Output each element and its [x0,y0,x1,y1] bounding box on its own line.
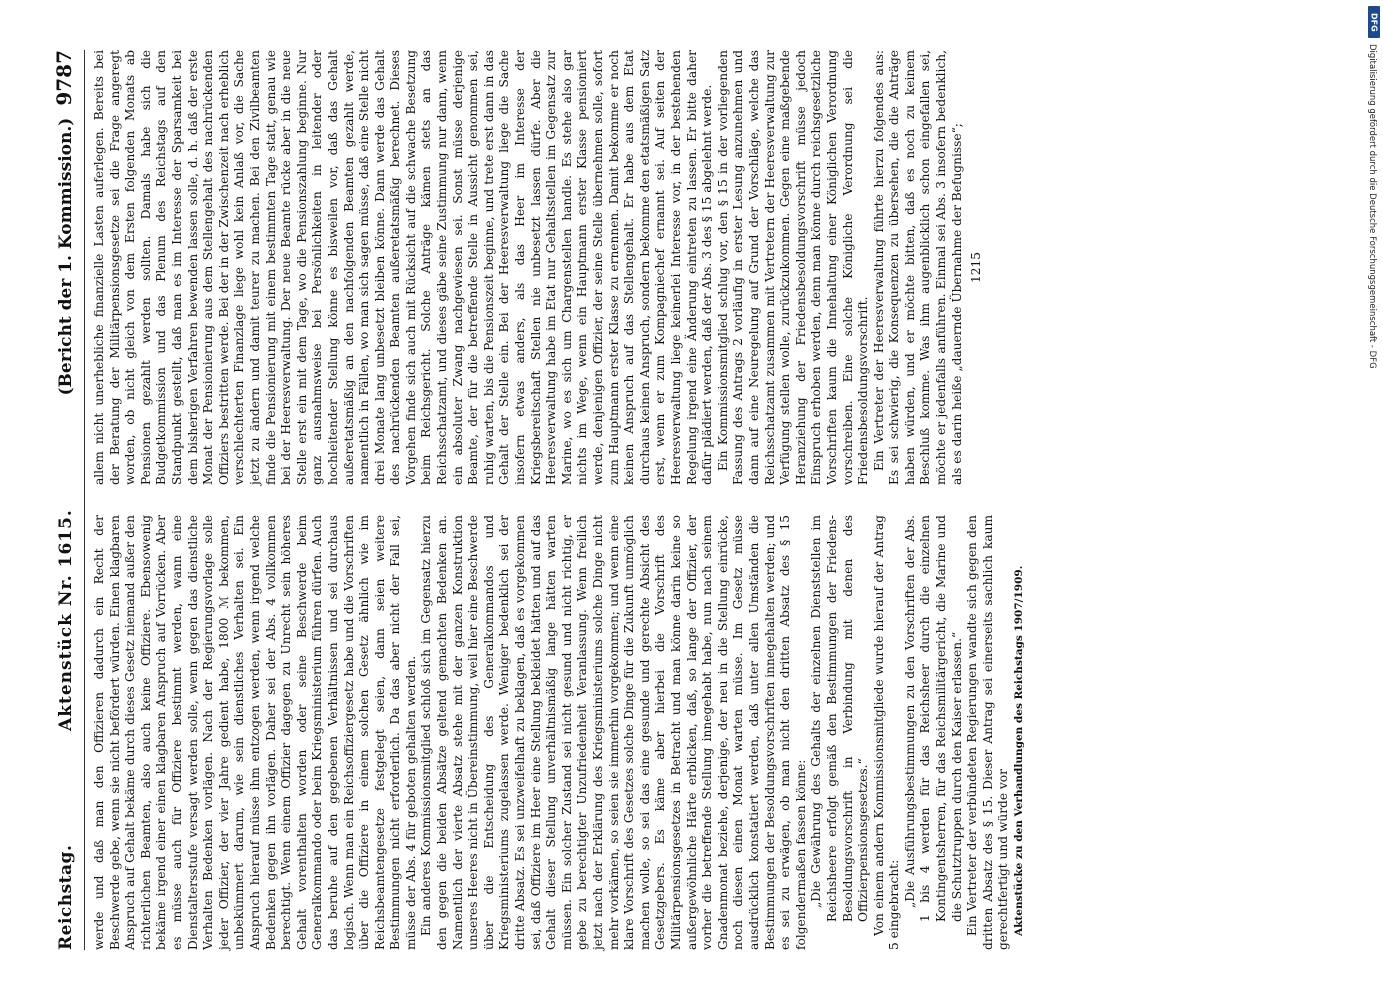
quoted-paragraph: „Die Gewährung des Gehalts der einzelnen Dienststellen im Reichsheere erfolgt gemäß den Bestimmungen der Friedens-Besoldungsvorschrift in Verbindung mit denen des Offizierpensionsgesetzes.“ [809,515,871,922]
dfg-logo-icon: DFG [1368,6,1380,38]
paragraph: Ein anderes Kommissionsmitglied schloß sich im Gegensatz hierzu den gegen die beiden Absätze geltend gemachten Bedenken an. Namentlich der vierte Absatz stehe mit der ganzen Konstruktion unseres Heeres nicht in Übereinstimmung, weil hier eine Beschwerde über die Entscheidung des Generalkommandos und Kriegsministeriums zugelassen werde. Weniger bedenklich sei der dritte Absatz. Es sei unzweifelhaft zu beklagen, daß es vorgekommen sei, daß Offiziere im Heer eine Stellung bekleidet hätten und auf das Gehalt dieser Stellung unverhältnismäßig lange hätten warten müssen. Ein solcher Zustand sei nicht gesund und nicht richtig, er gebe zu berechtigter Unzufriedenheit Veranlassung. Wenn freilich jetzt nach der Erklärung des Kriegsministeriums solche Dinge nicht mehr vorkämen, so seien sie immerhin vorgekommen; und wenn eine klare Vorschrift des Gesetzes solche Dinge für die Zukunft unmöglich machen wolle, so sei das eine gesunde und gerechte Absicht des Gesetzgebers. Es käme aber hierbei die Vorschrift des Militärpensionsgesetzes in Betracht und man könne darin keine so außergewöhnliche Härte erblicken, daß, so lange der Offizier, der vorher die betreffende Stellung innegehabt habe, nun nach seinem Gnadenmonat beziehe, derjenige, der neu in die Stellung einrücke, noch diesen einen Monat warten müsse. Im Gesetz müsse ausdrücklich konstatiert werden, daß unter allen Umständen die Bestimmungen der Besoldungsvorschriften innegehalten werden; und es sei zu erwägen, ob man nicht den dritten Absatz des § 15 folgendermaßen fassen könne: [419,515,808,950]
paragraph: Ein Kommissionsmitglied schlug vor, den § 15 in der vorliegenden Fassung des Antrags 2 vorläufig in erster Lesung anzunehmen und dann auf eine Neuregelung auf Grund der Vorschläge, welche das Reichsschatzamt zusammen mit Vertretern der Heeresverwaltung zur Verfügung stellen wolle, zurückzukommen. Gegen eine maßgebende Heranziehung der Friedensbesoldungsvorschrift müsse jedoch Einspruch erhoben werden, denn man könne durch reichsgesetzliche Vorschriften kaum die Innehaltung einer Königlichen Verordnung vorschreiben. Eine solche Königliche Verordnung sei die Friedensbesoldungsvorschrift. [715,50,871,485]
dfg-funding-note: Digitalisierung gefördert durch die Deutsche Forschungsgemeinschaft - DFG [1367,44,1377,369]
header-left: Reichstag. [56,844,76,950]
page-number: 9787 [52,50,76,106]
folio: 1215 [969,251,984,284]
paragraph: Von einem andern Kommissionsmitgliede wurde hierauf der Antrag 5 eingebracht: [871,515,902,950]
dfg-sidebar [1367,4,1381,704]
paragraph: allem nicht unerhebliche finanzielle Lasten auferlegen. Bereits bei der Beratung der Militärpensionsgesetze sei die Frage angeregt worden, ob nicht gleich von dem Ersten folgenden Monats ab Pensionen gezahlt werden sollten. Damals habe sich die Budgetkommission und das Plenum des Reichstags auf den Standpunkt gestellt, daß man es im Interesse der Sparsamkeit bei dem bisherigen Verfahren bewenden lassen solle, d. h. daß der erste Monat der Pensionierung aus dem Stellengehalt des nachrückenden Offiziers bestritten werde. Bei der in der Zwischenzeit nach erheblich verschlechterten Finanzlage liege wohl kein Anlaß vor, die Sache jetzt zu ändern und damit teurer zu machen. Bei den Zivilbeamten finde die Pensionierung mit einem bestimmten Tage statt, genau wie bei der Heeresverwaltung. Der neue Beamte rücke aber in die neue Stelle erst ein mit dem Tage, wo die Pensionszahlung beginne. Nur ganz ausnahmsweise bei Persönlichkeiten in leitender oder hochleitender Stellung könne es bisweilen vor, daß das Gehalt außeretatsmäßig an den nachfolgenden Beamten gezahlt werde, namentlich in Fällen, wo man sich sagen müsse, daß eine Stelle nicht drei Monate lang unbesetzt bleiben könne. Dann werde das Gehalt des nachrückenden Beamten außeretatsmäßig berechnet. Dieses Vorgehen finde sich auch mit Rücksicht auf die schwache Besetzung beim Reichsgericht. Solche Anträge kämen stets an das Reichsschatzamt, und dieses gäbe seine Zustimmung nur dann, wenn ein absoluter Zwang nachgewiesen sei. Sonst müsse derjenige Beamte, der für die betreffende Stelle in Aussicht genommen sei, ruhig warten, bis die Pensionszeit beginne, und trete erst dann in das Gehalt der Stelle ein. Bei der Heeresverwaltung liege die Sache insofern etwas anders, als das Heer im Interesse der Kriegsbereitschaft Stellen nie unbesetzt lassen dürfe. Aber die Heeresverwaltung habe im Etat nur Gehaltsstellen im Gegensatz zur Marine, wo es sich um Chargenstellen handle. Es stehe also gar nichts im Wege, wenn ein Hauptmann erster Klasse pensioniert werde, denjenigen Offizier, der seine Stelle übernehmen solle, sofort zum Hauptmann erster Klasse zu ernennen. Damit bekomme er noch keinen Anspruch auf das Stellengehalt. Er habe aus dem Etat durchaus keinen Anspruch, sondern bekomme den etatsmäßigen Satz erst, wenn er zum Kompagniechef ernannt sei. Auf seiten der Heeresverwaltung liege keinerlei Interesse vor, in der bestehenden Regelung irgend eine Änderung eintreten zu lassen. Er bitte daher dafür plädiert werden, daß der Abs. 3 des § 15 abgelehnt werde. [92,50,715,485]
paragraph: Ein Vertreter der verbündeten Regierungen wandte sich gegen den dritten Absatz des § 15. Dieser Antrag sei einerseits sachlich kaum gerechtfertigt und würde vor [965,515,1011,950]
running-header [52,50,82,950]
header-rule [84,50,85,950]
paragraph: werde und daß man den Offizieren dadurch ein Recht der Beschwerde gebe, wenn sie nicht befördert würden. Einen klagbaren Anspruch auf Gehalt bekäme durch dieses Gesetz niemand außer den richterlichen Beamten, also auch keine Offiziere. Ebensowenig bekäme irgend einer einen klagbaren Anspruch auf Vorrücken. Aber es müsse auch für Offiziere bestimmt werden, wann eine Dienstaltersstufe versagt werden solle, wenn gegen das dienstliche Verhalten Bedenken vorlägen. Nach der Regierungsvorlage solle jeder Offizier, der vier Jahre gedient habe, 1800 ℳ bekommen, unbekümmert darum, wie sein dienstliches Verhalten sei. Ein Anspruch hierauf müsse ihm entzogen werden, wenn irgend welche Bedenken gegen ihn vorlägen. Daher sei der Abs. 4 vollkommen berechtigt. Wenn einem Offizier dagegen zu Unrecht sein höheres Gehalt vorenthalten worden oder seine Beschwerde beim Generalkommando oder beim Kriegsministerium führen dürfen. Auch das beruhe auf den gegebenen Verhältnissen und sei durchaus logisch. Wenn man ein Reichsoffiziergesetz habe und die Vorschriften über die Offiziere in einem solchen Gesetz ähnlich wie im Reichsbeamtengesetze festgelegt seien, dann seien weitere Bestimmungen nicht erforderlich. Da das aber nicht der Fall sei, müsse der Abs. 4 für geboten gehalten werden. [92,515,418,950]
paragraph: Ein Vertreter der Heeresverwaltung führte hierzu folgendes aus: Es sei schwierig, die Konsequenzen zu übersehen, die die Anträge haben würden, und er möchte bitten, daß es noch zu keinem Beschluß komme. Was ihm augenblicklich schon eingefallen sei, möchte er jedenfalls anführen. Einmal sei Abs. 3 insofern bedenklich, als es darin heiße „dauernde Übernahme der Befugnisse“; [871,50,964,485]
rotated-document-page [52,50,1292,950]
footer-note: Aktenstücke zu den Verhandlungen des Reichstags 1907/1909. [1013,565,1026,936]
header-right: (Bericht der 1. Kommission.) [56,117,76,396]
left-column [92,515,1028,950]
right-column [92,50,985,485]
header-center: Aktenstück Nr. 1615. [56,509,76,731]
quoted-paragraph: „Die Ausführungsbestimmungen zu den Vorschriften der Abs. 1 bis 4 werden für das Reichsheer durch die einzelnen Kontingentsherren, für das Reichsmilitärgericht, die Marine und die Schutztruppen durch den Kaiser erlassen.“ [902,515,964,922]
